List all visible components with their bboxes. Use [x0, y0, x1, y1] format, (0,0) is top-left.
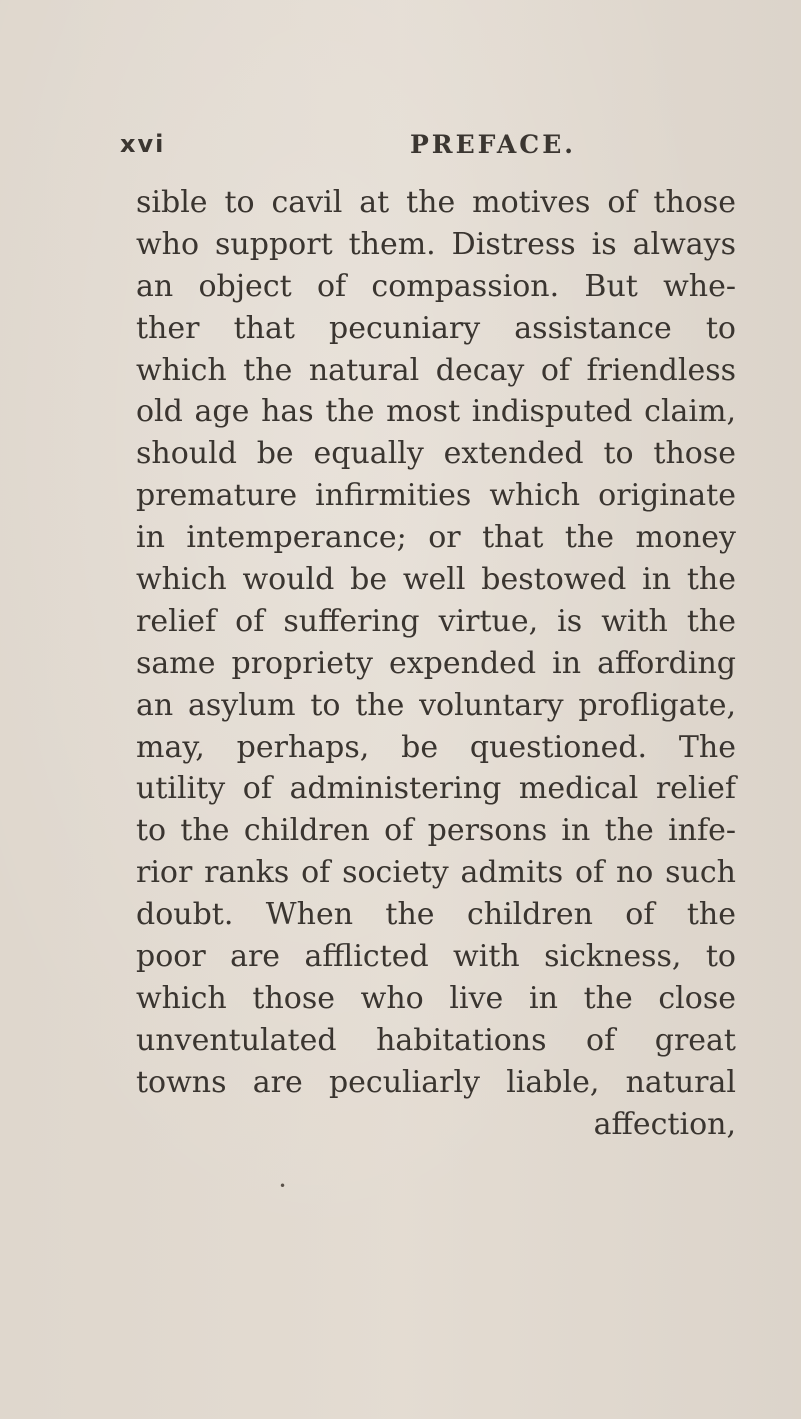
text-line: towns are peculiarly liable, natural: [136, 1064, 736, 1100]
text-line: which would be well bestowed in the: [136, 562, 736, 598]
text-line: ther that pecuniary assistance to: [136, 310, 736, 346]
running-head: PREFACE.: [410, 130, 576, 159]
text-line: which the natural decay of friendless: [136, 352, 736, 388]
text-line: rior ranks of society admits of no such: [136, 855, 736, 891]
page-header: [120, 130, 740, 170]
text-line: who support them. Distress is always: [136, 226, 736, 262]
text-line: doubt. When the children of the: [136, 897, 736, 933]
text-line: in intemperance; or that the money: [136, 520, 736, 556]
text-line: to the children of persons in the infe-: [136, 813, 736, 849]
text-line: which those who live in the close: [136, 980, 736, 1016]
text-line: same propriety expended in affording: [136, 645, 736, 681]
text-line: unventulated habitations of great: [136, 1022, 736, 1058]
body-text: [136, 182, 736, 1145]
text-line: should be equally extended to those: [136, 436, 736, 472]
text-line: may, perhaps, be questioned. The: [136, 729, 736, 765]
text-line: poor are afflicted with sickness, to: [136, 939, 736, 975]
printer-mark: •: [279, 1179, 287, 1193]
text-line: relief of suffering virtue, is with the: [136, 603, 736, 639]
text-line: an object of compassion. But whe-: [136, 268, 736, 304]
text-line: old age has the most indisputed claim,: [136, 394, 736, 430]
catchword: affection,: [593, 1106, 736, 1142]
text-line: utility of administering medical relief: [136, 771, 736, 807]
text-line: sible to cavil at the motives of those: [136, 185, 736, 220]
page-number: xvi: [120, 130, 166, 158]
text-line: an asylum to the voluntary profligate,: [136, 687, 736, 723]
text-line: premature infirmities which originate: [136, 478, 736, 514]
